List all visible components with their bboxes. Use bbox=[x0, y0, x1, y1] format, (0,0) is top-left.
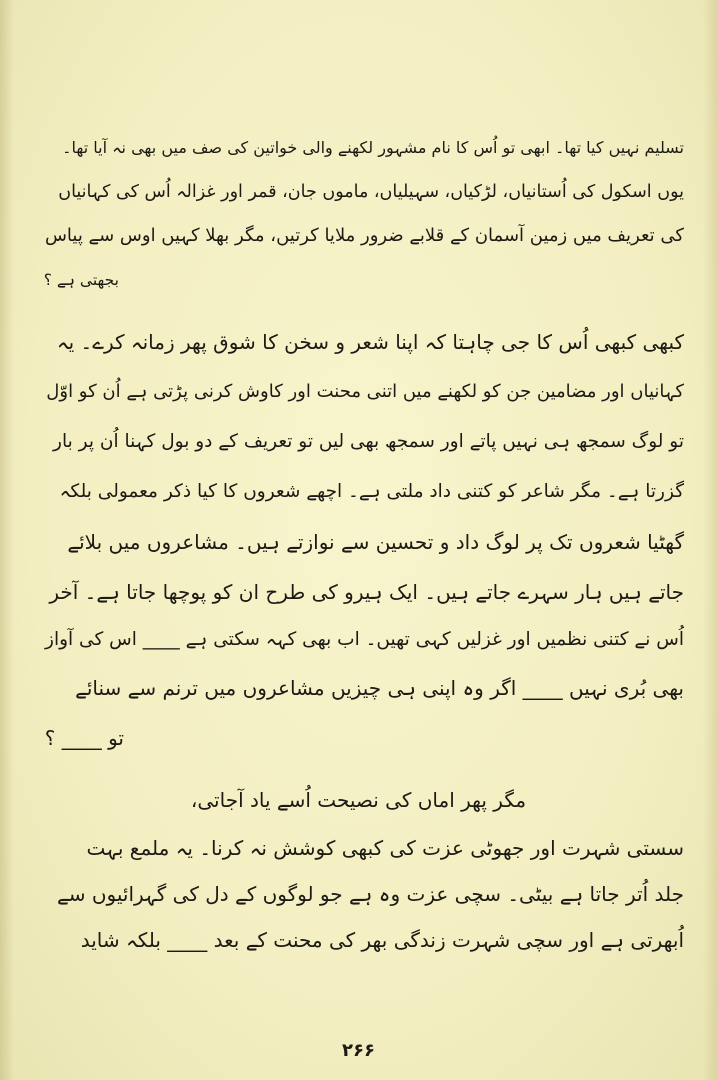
text-line: سستی شہرت اور جھوٹی عزت کی کبھی کوشش نہ کرنا۔ یہ ملمع بہت bbox=[86, 836, 684, 860]
text-line: یوں اسکول کی اُستانیاں، لڑکیاں، سہیلیاں، ماموں جان، قمر اور غزالہ اُس کی کہانیاں bbox=[58, 182, 684, 202]
text-line: تسلیم نہیں کیا تھا۔ ابھی تو اُس کا نام مشہور لکھنے والی خواتین کی صف میں بھی نہ آیا تھا۔ bbox=[62, 138, 684, 157]
text-line: اُس نے کتنی نظمیں اور غزلیں کہی تھیں۔ اب بھی کہہ سکتی ہے ____ اس کی آواز bbox=[45, 629, 684, 650]
centered-line: مگر پھر اماں کی نصیحت اُسے یاد آجاتی، bbox=[190, 788, 527, 812]
text-line: گھٹیا شعروں تک پر لوگ داد و تحسین سے نوازتے ہیں۔ مشاعروں میں بلائے bbox=[67, 530, 684, 554]
page-edge-shadow-left bbox=[0, 0, 14, 1080]
page-edge-shadow-right bbox=[703, 0, 717, 1080]
paragraph-1 bbox=[44, 130, 684, 300]
text-line: جاتے ہیں ہار سہرے جاتے ہیں۔ ایک ہیرو کی طرح ان کو پوچھا جاتا ہے۔ آخر bbox=[49, 580, 684, 604]
text-line: کہانیاں اور مضامین جن کو لکھنے میں اتنی محنت اور کاوش کرنی پڑتی ہے اُن کو اوّل bbox=[46, 381, 684, 402]
text-line: اُبھرتی ہے اور سچی شہرت زندگی بھر کی محنت کے بعد ____ بلکہ شاید bbox=[80, 928, 684, 952]
text-line: کی تعریف میں زمین آسمان کے قلابے ضرور ملایا کرتیں، مگر بھلا کہیں اوس سے پیاس bbox=[44, 225, 684, 246]
paragraph-3 bbox=[44, 830, 684, 980]
text-line: بجھتی ہے ؟ bbox=[43, 271, 119, 289]
paragraph-2 bbox=[44, 300, 684, 780]
text-line: کبھی کبھی اُس کا جی چاہتا کہ اپنا شعر و سخن کا شوق پھر زمانہ کرے۔ یہ bbox=[56, 330, 684, 354]
text-line: تو لوگ سمجھ ہی نہیں پاتے اور سمجھ بھی لیں تو تعریف کے دو بول کہنا اُن پر بار bbox=[53, 431, 684, 452]
text-line: جلد اُتر جاتا ہے بیٹی۔ سچی عزت وہ ہے جو لوگوں کے دل کی گہرائیوں سے bbox=[57, 882, 684, 906]
text-line: بھی بُری نہیں ____ اگر وہ اپنی ہی چیزیں مشاعروں میں ترنم سے سنائے bbox=[75, 676, 684, 700]
text-line: گزرتا ہے۔ مگر شاعر کو کتنی داد ملتی ہے۔ اچھے شعروں کا کیا ذکر معمولی بلکہ bbox=[59, 481, 684, 502]
page-number: ۲۶۶ bbox=[342, 1040, 375, 1061]
text-line: تو ____ ؟ bbox=[44, 726, 124, 750]
